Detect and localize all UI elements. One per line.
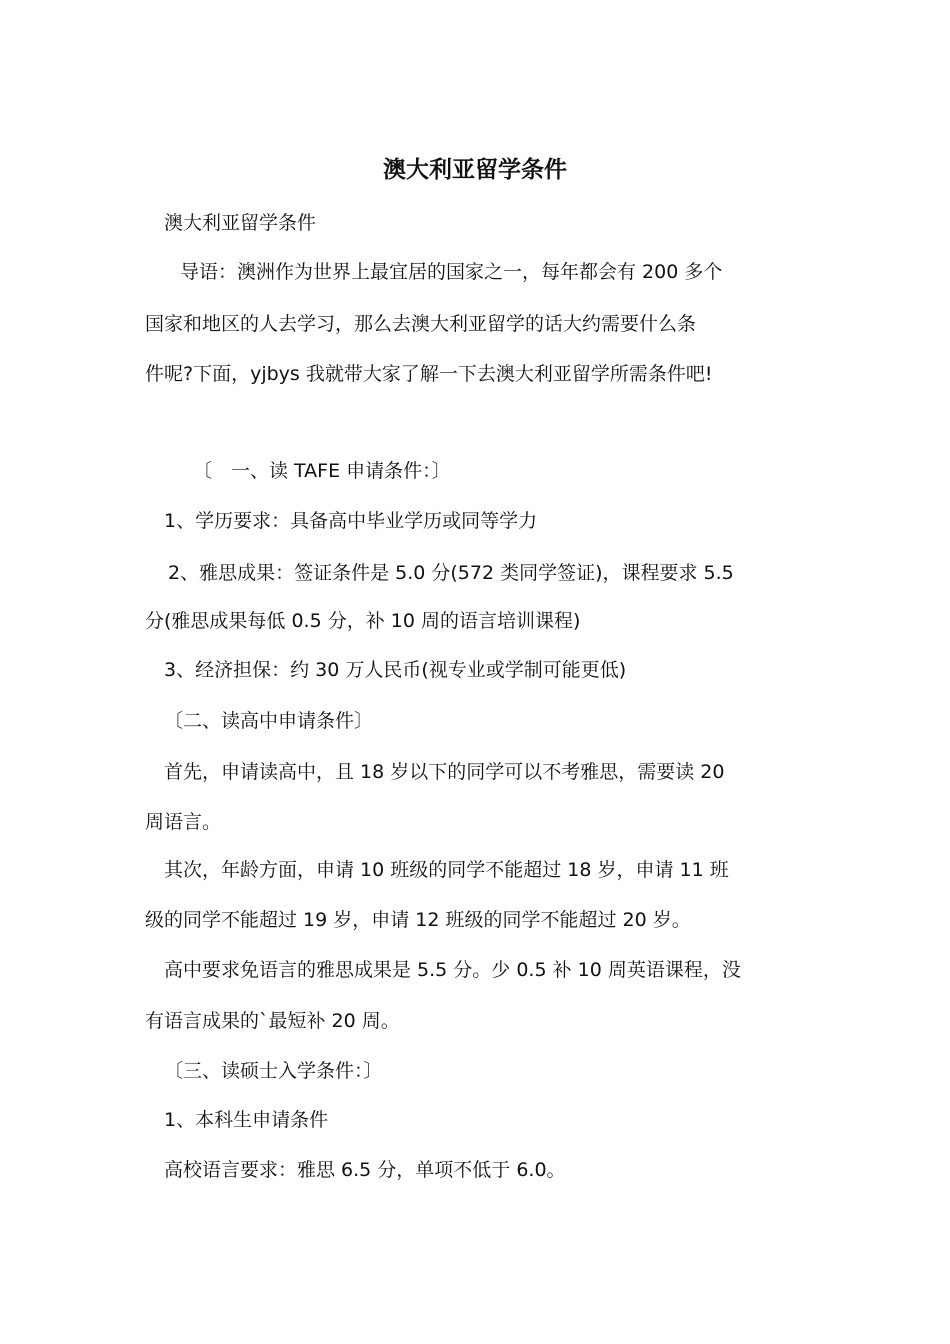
section-heading-highschool: 〔二、读高中申请条件〕	[164, 710, 374, 732]
highschool-para-1-cont: 周语言。	[145, 811, 222, 833]
highschool-para-2: 其次，年龄方面，申请 10 班级的同学不能超过 18 岁，申请 11 班	[164, 859, 729, 881]
document-title: 澳大利亚留学条件	[383, 157, 567, 183]
highschool-para-3-cont: 有语言成果的`最短补 20 周。	[145, 1010, 400, 1032]
section-heading-master: 〔三、读硕士入学条件：〕	[164, 1060, 383, 1082]
tafe-item-2: 2、雅思成果：签证条件是 5.0 分(572 类同学签证)，课程要求 5.5	[168, 562, 734, 584]
tafe-item-3: 3、经济担保：约 30 万人民币(视专业或学制可能更低)	[164, 659, 627, 681]
tafe-item-2-cont: 分(雅思成果每低 0.5 分，补 10 周的语言培训课程)	[145, 610, 581, 632]
master-language-requirement: 高校语言要求：雅思 6.5 分，单项不低于 6.0。	[164, 1159, 566, 1181]
subtitle-line: 澳大利亚留学条件	[164, 212, 317, 234]
intro-line-1: 导语：澳洲作为世界上最宜居的国家之一，每年都会有 200 多个	[180, 261, 723, 283]
highschool-para-2-cont: 级的同学不能超过 19 岁，申请 12 班级的同学不能超过 20 岁。	[145, 909, 691, 931]
tafe-item-1: 1、学历要求：具备高中毕业学历或同等学力	[164, 510, 538, 532]
highschool-para-3: 高中要求免语言的雅思成果是 5.5 分。少 0.5 补 10 周英语课程，没	[164, 959, 741, 981]
section-heading-tafe: 〔 一、读 TAFE 申请条件：〕	[193, 460, 451, 482]
intro-line-3: 件呢?下面，yjbys 我就带大家了解一下去澳大利亚留学所需条件吧!	[145, 363, 713, 385]
intro-line-2: 国家和地区的人去学习，那么去澳大利亚留学的话大约需要什么条	[145, 313, 697, 335]
highschool-para-1: 首先，申请读高中，且 18 岁以下的同学可以不考雅思，需要读 20	[164, 761, 725, 783]
master-item-1: 1、本科生申请条件	[164, 1109, 329, 1131]
